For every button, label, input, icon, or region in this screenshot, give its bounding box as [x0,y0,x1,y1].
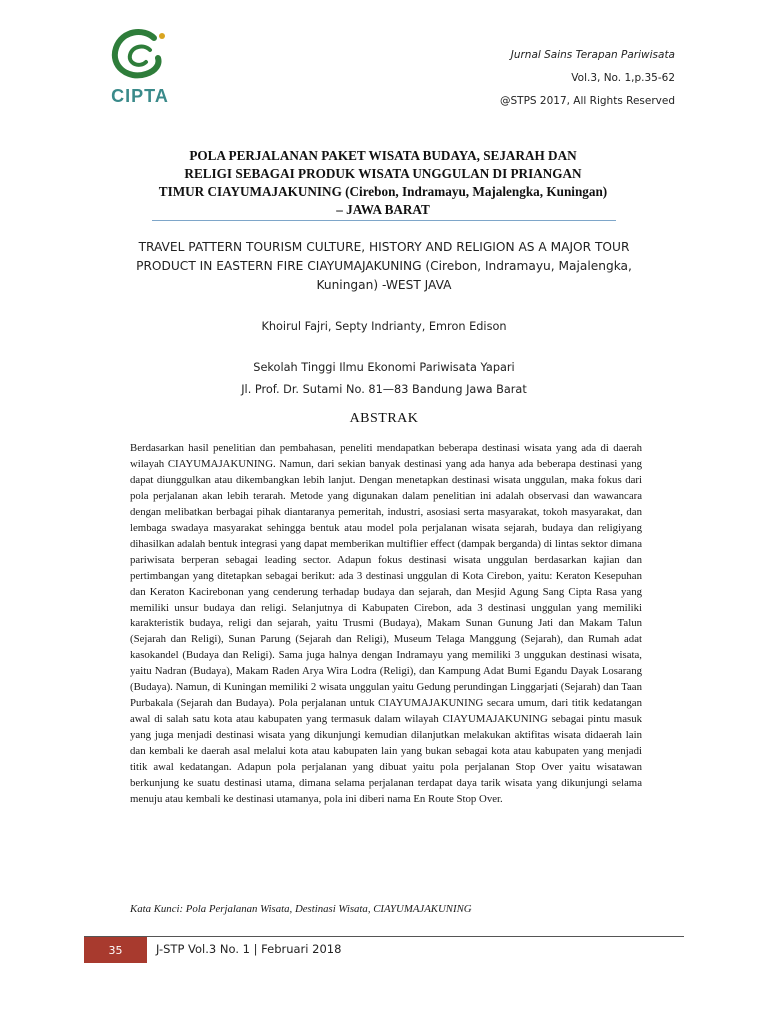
title-line: Kuningan) -WEST JAVA [316,278,452,292]
title-line: TIMUR CIAYUMAJAKUNING (Cirebon, Indramayu, Majalengka, Kuningan) [158,184,608,199]
logo-text: CIPTA [111,86,169,106]
journal-rights: @STPS 2017, All Rights Reserved [500,95,675,107]
journal-name: Jurnal Sains Terapan Pariwisata [510,49,675,61]
footer-divider [84,936,684,937]
affiliation-address: Jl. Prof. Dr. Sutami No. 81—83 Bandung Jawa Barat [241,383,527,396]
keywords: Kata Kunci: Pola Perjalanan Wisata, Destinasi Wisata, CIAYUMAJAKUNING [130,903,472,915]
affiliation [96,357,672,401]
authors: Khoirul Fajri, Septy Indrianty, Emron Edison [261,320,507,333]
journal-volume: Vol.3, No. 1,p.35-62 [571,72,675,84]
affiliation-institution: Sekolah Tinggi Ilmu Ekonomi Pariwisata Yapari [253,361,515,374]
abstract-heading: ABSTRAK [349,411,419,426]
title-indonesian [140,147,626,219]
footer-journal-issue: J-STP Vol.3 No. 1 | Februari 2018 [156,942,342,956]
cipta-logo [100,28,180,108]
journal-info [500,44,675,113]
title-line: POLA PERJALANAN PAKET WISATA BUDAYA, SEJARAH DAN [189,148,577,163]
title-line: – JAWA BARAT [336,202,430,217]
title-english [96,238,672,295]
title-line: PRODUCT IN EASTERN FIRE CIAYUMAJAKUNING (Cirebon, Indramayu, Majalengka, [136,259,632,273]
title-divider [152,220,616,221]
abstract-body [130,441,642,808]
abstract-paragraph: Berdasarkan hasil penelitian dan pembahasan, peneliti mendapatkan beberapa destinasi wisata yang ada di daerah wilayah CIAYUMAJAKUNING. Namun, dari sekian banyak destinasi yang ada hanya ada beberapa destinasi yang dapat diunggulkan atau dikembangkan lebih lanjut. Dengan menetapkan destinasi wisata unggulan, maka fokus dari pola perjalanan akan lebih terarah. Metode yang digunakan dalam penelitian ini adalah observasi dan wawancara dengan melibatkan berbagai pihak diantaranya pemeritah, industri, asosiasi serta masyarakat, tokoh masyarakat, dan lembaga swadaya masyarakat sehingga bentuk atau model pola perjalanan wisata sejarah, budaya dan religiyang dihasilkan adalah bentuk integrasi yang dapat memberikan multiflier effect (dampak berganda) di lintas sektor dimana pariwisata berperan sebagai leading sector. Adapun fokus destinasi wisata unggulan berdasarkan kajian dan pertimbangan yang ditetapkan sebagai berikut: ada 3 destinasi unggulan di Kota Cirebon, yaitu: Keraton Kesepuhan dan Keraton Kacirebonan yang cenderung terhadap budaya dan sejarah, dan Mesjid Agung Sang Cipta Rasa yang memiliki unsur budaya dan religi. Selanjutnya di Kabupaten Cirebon, ada 3 destinasi unggulan yang memiliki karakteristik budaya, religi dan sejarah, yaitu Trusmi (Budaya), Makam Sunan Gunung Jati dan Makam Talun (Sejarah dan Religi), Sunan Parung (Sejarah dan Religi), Museum Telaga Manggung (Sejarah), dan Rumah adat kasokandel (Budaya dan Religi). Sama juga halnya dengan Indramayu yang memiliki 3 unggukan destinasi wisata, yaitu Nadran (Budaya), Makam Raden Arya Wira Lodra (Religi), dan Kampung Adat Bumi Egandu Dayak Losarang (Budaya). Namun, di Kuningan memiliki 2 wisata unggulan yaitu Gedung perundingan Linggarjati (Sejarah) dan Taan Purbakala (Sejarah dan Budaya). Pola perjalanan untuk CIAYUMAJAKUNING secara umum, dari titik kedatangan awal di salah satu kota atau kabupaten yang termasuk dalam wilayah CIAYUMAJAKUNING sebagai pintu masuk yang juga menjadi destinasi wisata yang dikunjungi kemudian dilanjutkan melakukan aktifitas wisata didaerah lain dan kembali ke daerah asal melalui kota atau kabupaten lain yang bukan sebagai kota atau kabupaten yang menjadi titik awal kedatangan. Adapun pola perjalanan yang dibuat yaitu pola perjalanan Stop Over yaitu wisatawan berkunjung ke suatu destinasi utama, dimana selama perjalanan terdapat daya tarik wisata yang dikunjungi selama menuju atau kembali ke destinasi utamanya, pola ini diberi nama En Route Stop Over. [130,442,642,805]
page-number: 35 [108,943,123,957]
page-number-badge [84,937,147,963]
title-line: TRAVEL PATTERN TOURISM CULTURE, HISTORY AND RELIGION AS A MAJOR TOUR [138,240,630,254]
cipta-swirl-logo-icon [106,28,174,86]
title-line: RELIGI SEBAGAI PRODUK WISATA UNGGULAN DI PRIANGAN [184,166,582,181]
